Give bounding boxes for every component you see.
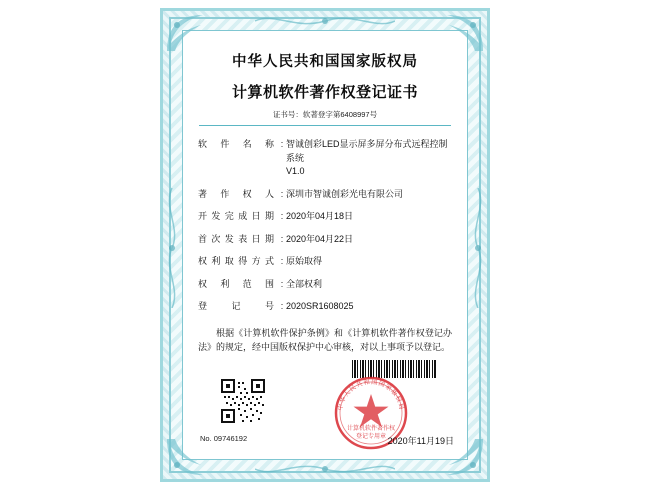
issuing-organization: 中华人民共和国国家版权局 (232, 54, 418, 70)
field-row-development-date (198, 210, 452, 224)
field-row-rights-acquisition (198, 255, 452, 269)
certificate-number: 证书号：软著登字第6408997号 (272, 110, 378, 119)
legal-statement: 根据《计算机软件保护条例》和《计算机软件著作权登记办法》的规定，经中国版权保护中心审核，对以上事项予以登记。 (198, 327, 452, 353)
field-value-line1: 智诚创彩LED显示屏多屏分布式远程控制系统 (286, 139, 448, 163)
edge-flourish-icon (255, 460, 395, 478)
field-label: 权利取得方式 (198, 256, 274, 266)
field-colon: : (280, 139, 284, 149)
document-title: 计算机软件著作权登记证书 (231, 84, 418, 101)
edge-flourish-icon (255, 12, 395, 30)
field-label: 权利范围 (198, 278, 274, 289)
field-colon: : (280, 301, 284, 311)
field-colon: : (280, 188, 284, 199)
field-label: 开发完成日期 (198, 211, 274, 221)
field-label: 首次发表日期 (198, 233, 274, 244)
field-value: 2020年04月22日 (286, 233, 354, 244)
field-colon: : (280, 256, 284, 266)
field-row-copyright-owner (198, 188, 452, 202)
field-label: 登记号 (198, 301, 274, 311)
issue-date: 2020年11月19日 (387, 436, 454, 446)
edge-flourish-icon (163, 188, 181, 308)
field-value-line2: V1.0 (286, 166, 305, 176)
field-label: 著作权人 (198, 188, 274, 199)
field-value: 原始取得 (286, 256, 323, 266)
certificate-document (160, 8, 490, 482)
field-colon: : (280, 278, 284, 289)
certificate-footer (182, 352, 468, 460)
field-value: 深圳市智诚创彩光电有限公司 (286, 188, 404, 199)
field-row-first-publish-date (198, 233, 452, 247)
field-list (198, 138, 452, 314)
field-value: 全部权利 (286, 278, 323, 289)
field-colon: : (280, 211, 284, 221)
field-value: 2020SR1608025 (286, 301, 354, 311)
field-colon: : (280, 233, 284, 244)
certificate-content (182, 30, 468, 460)
edge-flourish-icon (469, 188, 487, 308)
qr-code (220, 378, 266, 424)
field-row-registration-number (198, 300, 452, 314)
serial-number: No. 09746192 (200, 434, 248, 443)
title-divider (199, 125, 451, 126)
field-row-software-name (198, 138, 452, 179)
field-row-rights-scope (198, 278, 452, 292)
svg-text:计算机软件著作权: 计算机软件著作权 (346, 426, 396, 432)
field-label: 软件名称 (198, 139, 274, 149)
svg-text:中华人民共和国国家版权局: 中华人民共和国国家版权局 (336, 378, 406, 412)
svg-text:登记专用章: 登记专用章 (355, 434, 387, 440)
field-value (286, 138, 452, 179)
field-value: 2020年04月18日 (286, 211, 354, 221)
